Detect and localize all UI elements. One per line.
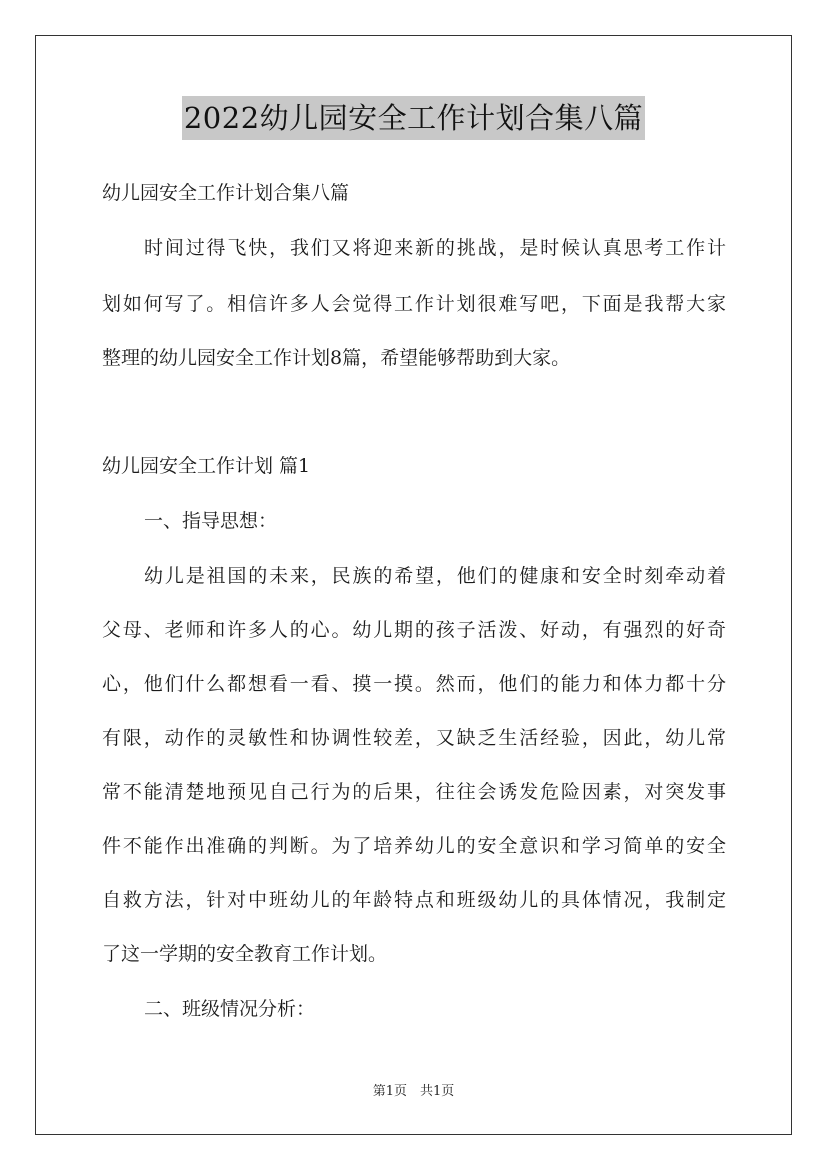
intro-line: 划如何写了。相信许多人会觉得工作计划很难写吧，下面是我帮大家 [102, 293, 726, 315]
document-title: 2022幼儿园安全工作计划合集八篇 [182, 96, 645, 140]
part1-line: 自救方法，针对中班幼儿的年龄特点和班级幼儿的具体情况，我制定 [102, 889, 726, 911]
part2-heading: 二、班级情况分析： [144, 998, 316, 1020]
part1-line: 心，他们什么都想看一看、摸一摸。然而，他们的能力和体力都十分 [102, 673, 726, 695]
part1-heading: 一、指导思想： [144, 510, 278, 532]
part1-line: 常不能清楚地预见自己行为的后果，往往会诱发危险因素，对突发事 [102, 781, 726, 803]
part1-line: 件不能作出准确的判断。为了培养幼儿的安全意识和学习简单的安全 [102, 835, 726, 857]
intro-line: 整理的幼儿园安全工作计划8篇，希望能够帮助到大家。 [102, 347, 571, 369]
part1-line: 幼儿是祖国的未来，民族的希望，他们的健康和安全时刻牵动着 [144, 565, 726, 587]
part1-line: 父母、老师和许多人的心。幼儿期的孩子活泼、好动，有强烈的好奇 [102, 619, 726, 641]
part1-line: 有限，动作的灵敏性和协调性较差，又缺乏生活经验，因此，幼儿常 [102, 727, 726, 749]
title-container [0, 96, 827, 140]
intro-line: 时间过得飞快，我们又将迎来新的挑战，是时候认真思考工作计 [144, 237, 726, 259]
page-number: 第1页 共1页 [372, 1084, 455, 1099]
part1-line: 了这一学期的安全教育工作计划。 [102, 943, 388, 965]
document-subtitle: 幼儿园安全工作计划合集八篇 [102, 182, 350, 204]
section-heading: 幼儿园安全工作计划 篇1 [102, 455, 311, 477]
